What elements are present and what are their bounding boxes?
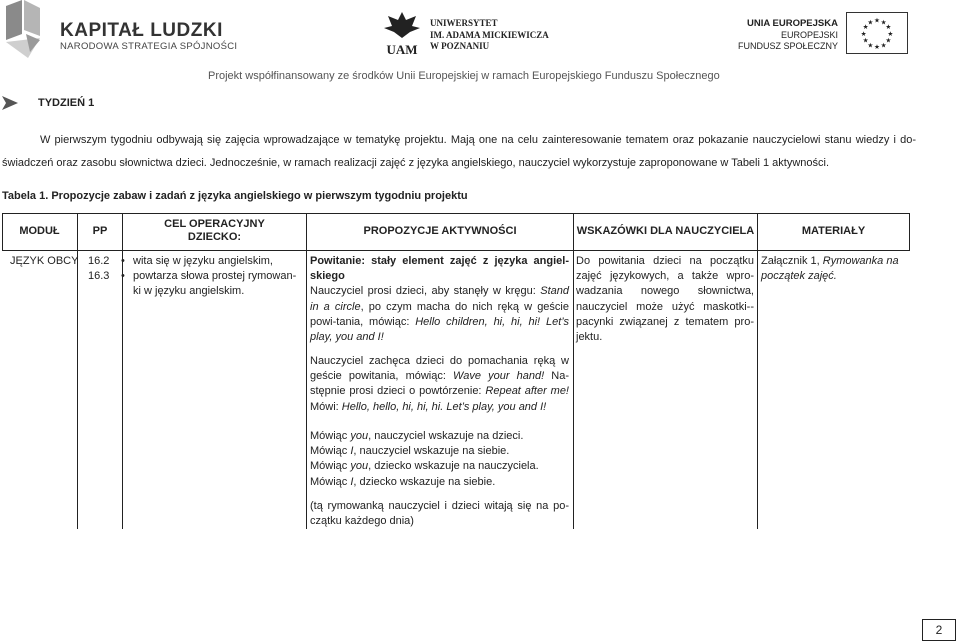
cel-item-text: ki w języku angielskim.	[133, 285, 245, 298]
svg-text:★: ★	[874, 16, 880, 25]
pointing-line: Mówiąc I, dziecko wskazuje na siebie.	[310, 475, 496, 488]
cell-cel	[121, 254, 303, 300]
cell-materialy	[761, 254, 907, 284]
materialy-text: Załącznik 1,	[761, 255, 823, 267]
activity-phrase: Hello children, hi, hi, hi! Let’s play, you and I!	[310, 315, 569, 344]
activity-greeting-title: Powitanie: stały element zajęć z języka angiel-skiego	[310, 255, 569, 283]
column-header-cel-line-2: DZIECKO:	[187, 231, 242, 243]
activity-phrase: Wave your hand!	[453, 370, 545, 383]
cel-item	[121, 269, 303, 299]
cel-item-text: wita się w języku angielskim,	[133, 255, 273, 267]
week-heading: TYDZIEŃ 1	[38, 97, 95, 109]
column-header-pp: PP	[92, 224, 108, 237]
uam-eagle-logo	[382, 10, 422, 58]
column-header-modul: MODUŁ	[19, 224, 60, 237]
svg-text:★: ★	[874, 43, 880, 52]
activity-text: Mówi:	[310, 400, 342, 413]
column-header-cel	[123, 213, 306, 249]
cell-pp	[88, 254, 109, 284]
project-cofinancing-note: Projekt współfinansowany ze środków Unii Europejskiej w ramach Europejskiego Funduszu Społecznego	[208, 70, 720, 82]
svg-text:★: ★	[862, 23, 869, 32]
chevron-right-icon	[2, 96, 18, 110]
activity-greeting	[310, 254, 569, 345]
eu-flag-icon	[846, 12, 908, 54]
intro-paragraph	[2, 129, 916, 174]
activity-greeting-text	[310, 284, 569, 345]
pp-item: 16.3	[88, 270, 110, 283]
column-header-materialy: MATERIAŁY	[801, 224, 866, 237]
svg-text:★: ★	[887, 29, 894, 38]
cell-modul: JĘZYK OBCY	[10, 255, 79, 267]
activity-pointing	[310, 429, 569, 490]
svg-text:★: ★	[880, 41, 887, 50]
cel-item	[121, 254, 303, 269]
intro-line-2: świadczeń oraz zasobu słownictwa dzieci. Jednocześnie, w ramach realizacji zajęć z języka angielskiego, nauczyciel wykorzystuje zaproponowane w Tabeli 1 aktywności.	[2, 156, 830, 169]
activity-note: (tą rymowanką nauczyciel i dzieci witają się na po-czątku każdego dnia)	[310, 500, 569, 528]
uam-line-3: W POZNANIU	[430, 41, 490, 51]
cell-wskazowki: Do powitania dzieci na początku zajęć językowych, a także wpro-wadzania nowego słownictwa, nauczyciel może użyć maskotki--pacynki związanej z tematem pro-jektu.	[576, 255, 754, 344]
activity-phrase: Stand in a circle	[310, 285, 569, 313]
pp-item: 16.2	[88, 255, 110, 267]
svg-text:★: ★	[867, 18, 874, 27]
table-caption-label: Tabela 1.	[2, 190, 49, 202]
intro-line-1: W pierwszym tygodniu odbywają się zajęcia wprowadzające w tematykę projektu. Mają one na celu zainteresowanie tematem oraz pokazanie nauczycielowi stanu wiedzy i do-	[40, 134, 916, 146]
pointing-line: Mówiąc I, nauczyciel wskazuje na siebie.	[310, 445, 510, 458]
activity-text: Na-stępnie prosi dzieci o powtórzenie:	[310, 370, 569, 398]
cel-item-text: powtarza słowa prostej rymowan-	[133, 270, 297, 283]
activities-table	[2, 213, 910, 529]
activity-phrase: Hello, hello, hi, hi, hi. Let’s play, you and I!	[341, 400, 547, 413]
svg-text:★: ★	[885, 23, 892, 32]
uam-logo-text: UAM	[386, 42, 418, 57]
svg-text:★: ★	[867, 41, 874, 50]
activity-text: Nauczyciel prosi dzieci, aby stanęły w kręgu:	[310, 285, 541, 298]
svg-text:★: ★	[860, 29, 867, 38]
kapital-ludzki-title: KAPITAŁ LUDZKI	[60, 20, 223, 41]
activity-wave	[310, 354, 569, 415]
column-header-propozycje: PROPOZYCJE AKTYWNOŚCI	[363, 224, 517, 237]
eu-line-3: FUNDUSZ SPOŁECZNY	[737, 41, 838, 51]
page-number: 2	[922, 619, 956, 641]
column-header-cel-line-1: CEL OPERACYJNY	[164, 218, 265, 230]
svg-text:★: ★	[885, 36, 892, 45]
pointing-line: Mówiąc you, dziecko wskazuje na nauczyciela.	[310, 460, 539, 473]
pointing-line: Mówiąc you, nauczyciel wskazuje na dzieci.	[310, 430, 524, 442]
uam-name	[430, 18, 549, 53]
activity-text: Nauczyciel zachęca dzieci do pomachania ręką w geście powitania, mówiąc:	[310, 355, 569, 383]
svg-text:★: ★	[862, 36, 869, 45]
activity-phrase: Repeat after me!	[485, 385, 569, 398]
uam-line-1: UNIWERSYTET	[430, 18, 498, 28]
table-caption-text: Propozycje zabaw i zadań z języka angielskiego w pierwszym tygodniu projektu	[48, 190, 468, 202]
kapital-ludzki-subtitle: NARODOWA STRATEGIA SPÓJNOŚCI	[60, 41, 238, 52]
activity-text: , po czym macha do nich ręką w geście powi-tania, mówiąc:	[310, 300, 569, 328]
eu-name	[738, 18, 838, 53]
svg-text:★: ★	[880, 18, 887, 27]
materialy-link[interactable]: Rymowanka na początek zajęć.	[761, 255, 899, 283]
kapital-ludzki-logo	[2, 0, 54, 60]
uam-line-2: IM. ADAMA MICKIEWICZA	[430, 29, 549, 40]
eu-line-2: EUROPEJSKI	[780, 29, 838, 40]
column-header-wskazowki: WSKAZÓWKI DLA NAUCZYCIELA	[576, 224, 755, 237]
eu-line-1: UNIA EUROPEJSKA	[747, 18, 838, 29]
table-caption	[2, 190, 468, 202]
